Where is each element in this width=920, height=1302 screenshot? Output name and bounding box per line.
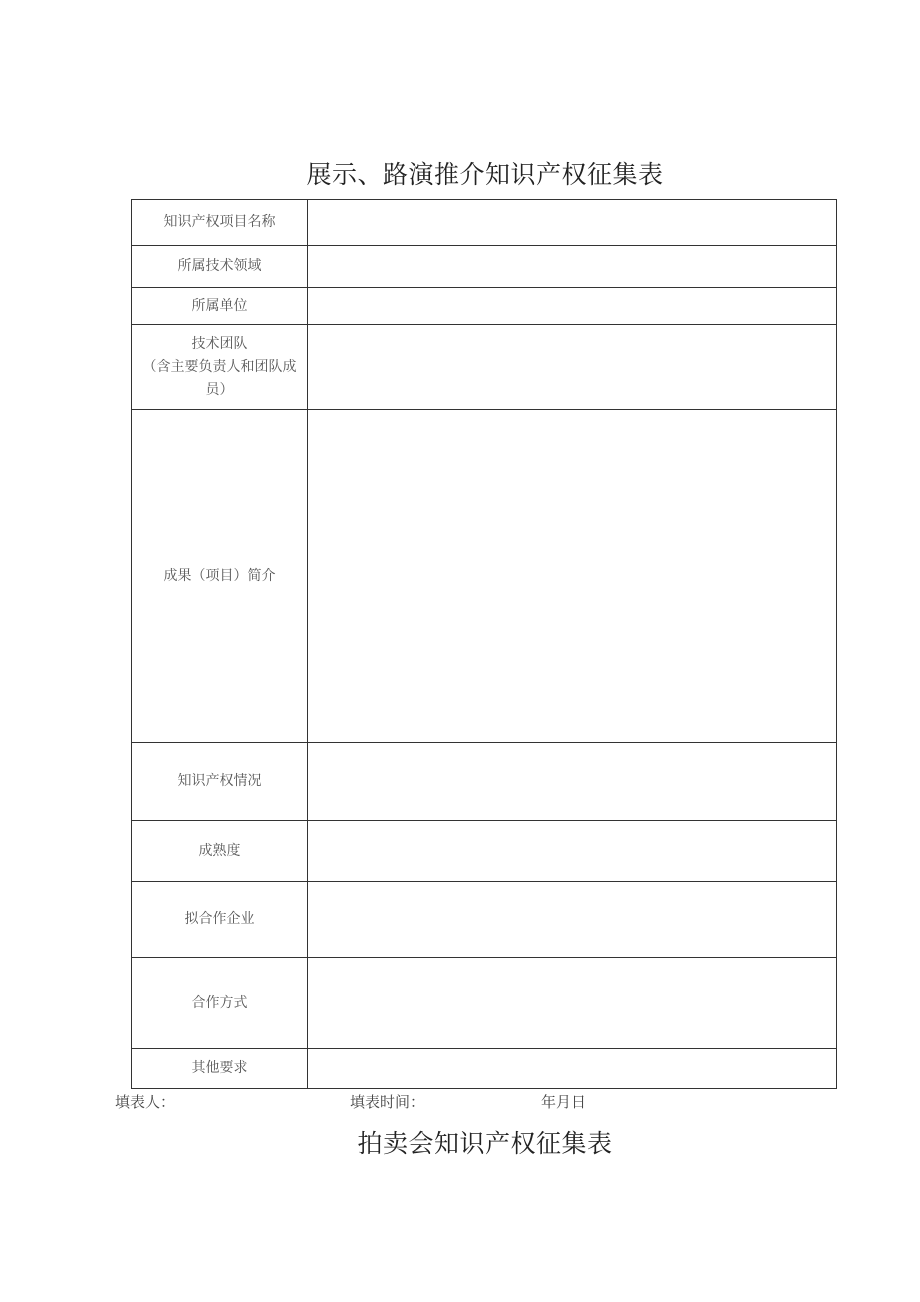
target-partner-field[interactable] xyxy=(308,882,837,958)
ip-collection-form-table xyxy=(131,199,837,1089)
row-label-technical-field: 所属技术领域 xyxy=(132,246,308,288)
table-row xyxy=(132,200,837,246)
technical-field-field[interactable] xyxy=(308,246,837,288)
row-label-ip-project-name: 知识产权项目名称 xyxy=(132,200,308,246)
ip-status-field[interactable] xyxy=(308,743,837,821)
fill-time-label: 填表时间： xyxy=(350,1093,426,1111)
technical-team-field[interactable] xyxy=(308,325,837,410)
affiliation-field[interactable] xyxy=(308,288,837,325)
project-summary-field[interactable] xyxy=(308,410,837,743)
other-requirements-field[interactable] xyxy=(308,1049,837,1089)
row-label-project-summary: 成果（项目）简介 xyxy=(132,410,308,743)
cooperation-mode-field[interactable] xyxy=(308,958,837,1049)
table-row xyxy=(132,410,837,743)
table-row xyxy=(132,246,837,288)
table-row xyxy=(132,325,837,410)
table-row xyxy=(132,743,837,821)
page-title: 展示、路演推介知识产权征集表 xyxy=(306,160,664,189)
second-form-title: 拍卖会知识产权征集表 xyxy=(357,1129,613,1158)
filler-label: 填表人： xyxy=(115,1093,176,1111)
fill-date-label: 年月日 xyxy=(541,1093,587,1111)
table-row xyxy=(132,882,837,958)
maturity-field[interactable] xyxy=(308,821,837,882)
row-label-other-requirements: 其他要求 xyxy=(132,1049,308,1089)
row-label-affiliation: 所属单位 xyxy=(132,288,308,325)
table-row xyxy=(132,821,837,882)
row-label-maturity: 成熟度 xyxy=(132,821,308,882)
table-row xyxy=(132,288,837,325)
row-label-cooperation-mode: 合作方式 xyxy=(132,958,308,1049)
table-row xyxy=(132,1049,837,1089)
ip-project-name-field[interactable] xyxy=(308,200,837,246)
row-label-ip-status: 知识产权情况 xyxy=(132,743,308,821)
row-label-technical-team: 技术团队 （含主要负责人和团队成员） xyxy=(132,325,308,410)
row-label-target-partner: 拟合作企业 xyxy=(132,882,308,958)
table-row xyxy=(132,958,837,1049)
